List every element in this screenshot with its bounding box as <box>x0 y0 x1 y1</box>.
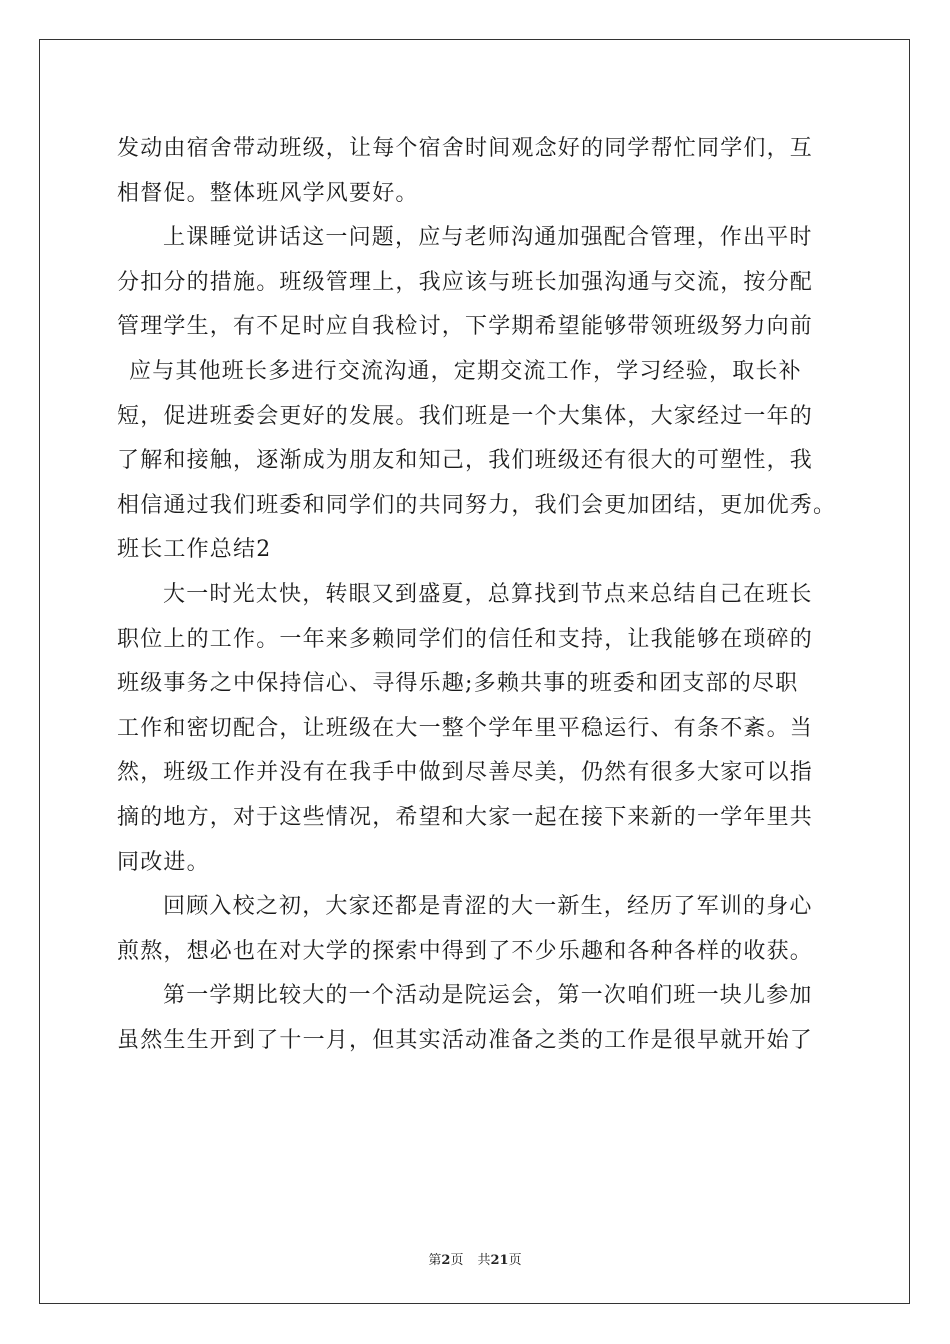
page-prefix: 第 <box>428 1253 442 1268</box>
total-label: 页 <box>508 1253 522 1268</box>
paragraph-start-line: 回顾入校之初，大家还都是青涩的大一新生，经历了军训的身心 <box>163 894 813 920</box>
page-label: 页 <box>450 1253 464 1268</box>
text-line: 分扣分的措施。班级管理上，我应该与班长加强沟通与交流，按分配 <box>117 269 814 295</box>
text-line: 短，促进班委会更好的发展。我们班是一个大集体，大家经过一年的 <box>117 403 814 429</box>
paragraph-start-line: 上课睡觉讲话这一问题，应与老师沟通加强配合管理，作出平时 <box>163 225 813 251</box>
text-line: 发动由宿舍带动班级，让每个宿舍时间观念好的同学帮忙同学们，互 <box>117 136 814 161</box>
total-prefix: 共 <box>477 1253 491 1268</box>
text-line: 同改进。 <box>117 849 210 875</box>
current-page-number: 2 <box>441 1253 451 1268</box>
total-page-number: 21 <box>490 1253 509 1268</box>
text-line: 班级事务之中保持信心、寻得乐趣;多赖共事的班委和团支部的尽职 <box>117 671 799 697</box>
document-body <box>117 127 842 1063</box>
paragraph-start-line: 大一时光太快，转眼又到盛夏，总算找到节点来总结自己在班长 <box>163 581 813 607</box>
paragraph-start-line: 第一学期比较大的一个活动是院运会，第一次咱们班一块儿参加 <box>163 983 813 1009</box>
text-line: 职位上的工作。一年来多赖同学们的信任和支持，让我能够在琐碎的 <box>117 626 814 652</box>
text-line: 应与其他班长多进行交流沟通，定期交流工作，学习经验，取长补 <box>129 358 802 384</box>
section-heading: 班长工作总结2 <box>117 537 272 563</box>
text-line: 工作和密切配合，让班级在大一整个学年里平稳运行、有条不紊。当 <box>117 715 814 741</box>
text-line: 相督促。整体班风学风要好。 <box>117 180 419 206</box>
text-line: 摘的地方，对于这些情况，希望和大家一起在接下来新的一学年里共 <box>117 804 814 830</box>
page-footer <box>0 1249 950 1268</box>
text-line: 管理学生，有不足时应自我检讨，下学期希望能够带领班级努力向前 <box>117 314 814 340</box>
text-line: 虽然生生开到了十一月，但其实活动准备之类的工作是很早就开始了 <box>117 1027 814 1053</box>
text-line: 然，班级工作并没有在我手中做到尽善尽美，仍然有很多大家可以指 <box>117 760 814 786</box>
text-line: 相信通过我们班委和同学们的共同努力，我们会更加团结，更加优秀。 <box>117 492 837 518</box>
text-line: 煎熬，想必也在对大学的探索中得到了不少乐趣和各种各样的收获。 <box>117 938 814 964</box>
text-line: 了解和接触，逐渐成为朋友和知己，我们班级还有很大的可塑性，我 <box>117 448 814 474</box>
